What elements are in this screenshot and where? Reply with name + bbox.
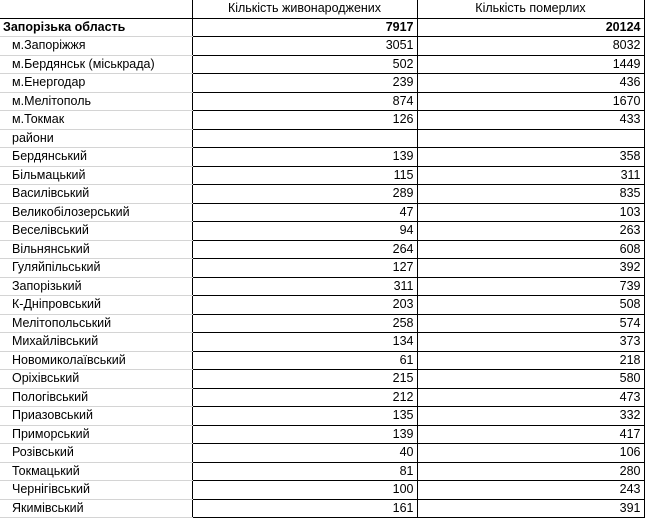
header-name-cell [0, 0, 192, 18]
district-name: Приазовський [0, 407, 192, 426]
births-value: 126 [192, 111, 417, 130]
district-name: Розівський [0, 444, 192, 463]
district-name: Токмацький [0, 462, 192, 481]
district-name: м.Токмак [0, 111, 192, 130]
births-value: 3051 [192, 37, 417, 56]
deaths-value: 739 [417, 277, 644, 296]
district-name: м.Бердянськ (міськрада) [0, 55, 192, 74]
deaths-value: 311 [417, 166, 644, 185]
deaths-value: 473 [417, 388, 644, 407]
deaths-value: 835 [417, 185, 644, 204]
births-value: 874 [192, 92, 417, 111]
births-value: 215 [192, 370, 417, 389]
births-value: 40 [192, 444, 417, 463]
district-name: Василівський [0, 185, 192, 204]
total-row [0, 18, 644, 37]
births-value: 139 [192, 148, 417, 167]
district-name: Якимівський [0, 499, 192, 518]
deaths-value: 417 [417, 425, 644, 444]
deaths-value: 580 [417, 370, 644, 389]
deaths-value: 218 [417, 351, 644, 370]
table-row [0, 499, 644, 518]
district-name: м.Запоріжжя [0, 37, 192, 56]
table-row [0, 222, 644, 241]
births-value: 61 [192, 351, 417, 370]
table-row [0, 259, 644, 278]
births-value: 7917 [192, 18, 417, 37]
district-name: К-Дніпровський [0, 296, 192, 315]
district-name: Новомиколаївський [0, 351, 192, 370]
table-row [0, 55, 644, 74]
deaths-value: 20124 [417, 18, 644, 37]
births-value: 94 [192, 222, 417, 241]
district-name: Веселівський [0, 222, 192, 241]
births-value: 239 [192, 74, 417, 93]
deaths-value: 391 [417, 499, 644, 518]
district-name: м.Мелітополь [0, 92, 192, 111]
district-name: Оріхівський [0, 370, 192, 389]
table-row [0, 407, 644, 426]
deaths-value: 508 [417, 296, 644, 315]
births-value: 311 [192, 277, 417, 296]
table-row [0, 351, 644, 370]
table-row [0, 111, 644, 130]
table-row [0, 185, 644, 204]
district-name: Великобілозерський [0, 203, 192, 222]
deaths-value: 373 [417, 333, 644, 352]
district-name: Чернігівський [0, 481, 192, 500]
table-row [0, 277, 644, 296]
deaths-value: 574 [417, 314, 644, 333]
district-name: райони [0, 129, 192, 148]
region-name: Запорізька область [0, 18, 192, 37]
header-deaths-cell: Кількість померлих [417, 0, 644, 18]
births-value: 115 [192, 166, 417, 185]
deaths-value: 433 [417, 111, 644, 130]
district-name: Приморський [0, 425, 192, 444]
deaths-value: 8032 [417, 37, 644, 56]
district-name: Михайлівський [0, 333, 192, 352]
deaths-value: 436 [417, 74, 644, 93]
births-value [192, 129, 417, 148]
births-value: 161 [192, 499, 417, 518]
deaths-value: 392 [417, 259, 644, 278]
header-row [0, 0, 644, 18]
births-value: 264 [192, 240, 417, 259]
births-value: 139 [192, 425, 417, 444]
births-value: 289 [192, 185, 417, 204]
table-row [0, 425, 644, 444]
births-value: 100 [192, 481, 417, 500]
deaths-value: 103 [417, 203, 644, 222]
district-name: Запорізький [0, 277, 192, 296]
table-row [0, 462, 644, 481]
births-value: 212 [192, 388, 417, 407]
table-row [0, 148, 644, 167]
header-births-cell: Кількість живонароджених [192, 0, 417, 18]
district-name: Бердянський [0, 148, 192, 167]
district-name: Мелітопольський [0, 314, 192, 333]
births-value: 127 [192, 259, 417, 278]
table-row [0, 129, 644, 148]
table-row [0, 388, 644, 407]
deaths-value: 243 [417, 481, 644, 500]
table-row [0, 37, 644, 56]
table-row [0, 481, 644, 500]
births-value: 47 [192, 203, 417, 222]
district-name: Вільнянський [0, 240, 192, 259]
table-row [0, 166, 644, 185]
deaths-value: 1449 [417, 55, 644, 74]
deaths-value: 358 [417, 148, 644, 167]
district-name: Гуляйпільський [0, 259, 192, 278]
deaths-value [417, 129, 644, 148]
table-row [0, 92, 644, 111]
deaths-value: 106 [417, 444, 644, 463]
deaths-value: 280 [417, 462, 644, 481]
district-name: м.Енергодар [0, 74, 192, 93]
deaths-value: 608 [417, 240, 644, 259]
district-name: Пологівський [0, 388, 192, 407]
district-name: Більмацький [0, 166, 192, 185]
births-value: 258 [192, 314, 417, 333]
table-row [0, 333, 644, 352]
births-value: 134 [192, 333, 417, 352]
table-row [0, 74, 644, 93]
table-row [0, 444, 644, 463]
deaths-value: 263 [417, 222, 644, 241]
deaths-value: 332 [417, 407, 644, 426]
births-value: 502 [192, 55, 417, 74]
table-row [0, 370, 644, 389]
table-row [0, 314, 644, 333]
births-value: 203 [192, 296, 417, 315]
births-value: 135 [192, 407, 417, 426]
births-value: 81 [192, 462, 417, 481]
table-row [0, 240, 644, 259]
table-row [0, 296, 644, 315]
table-row [0, 203, 644, 222]
deaths-value: 1670 [417, 92, 644, 111]
